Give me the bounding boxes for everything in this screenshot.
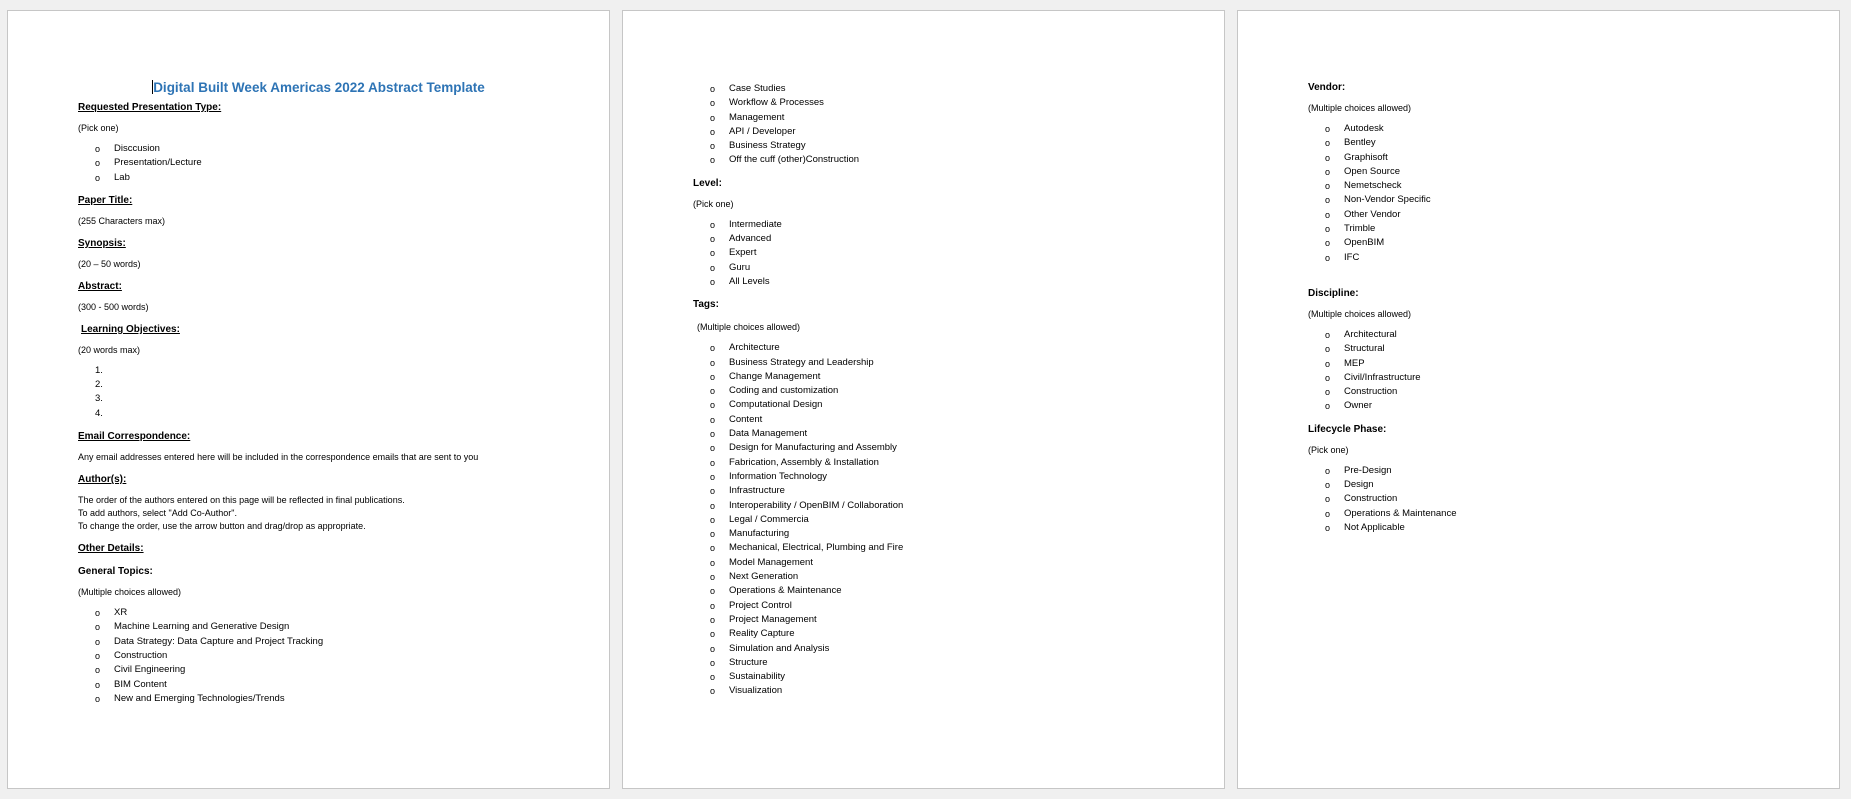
bullet-icon: o <box>710 600 716 611</box>
list-item[interactable]: 2. <box>95 379 103 391</box>
list-item[interactable]: o Operations & Maintenance <box>1308 507 1799 521</box>
list-item[interactable]: o Guru <box>693 261 1184 275</box>
list-item[interactable]: o Information Technology <box>693 470 1184 484</box>
bullet-icon: o <box>1325 152 1331 163</box>
list-item[interactable]: o Workflow & Processes <box>693 96 1184 110</box>
bullet-icon: o <box>710 126 716 137</box>
bullet-icon: o <box>710 84 716 94</box>
lifecycle-list <box>1308 464 1799 535</box>
bullet-icon: o <box>95 172 101 183</box>
list-item[interactable]: o Content <box>693 413 1184 427</box>
bullet-icon: o <box>710 457 716 468</box>
list-item[interactable]: o Graphisoft <box>1308 151 1799 165</box>
list-item[interactable]: o Lab <box>78 171 569 185</box>
list-item[interactable]: o Disccusion <box>78 142 569 156</box>
learning-objectives-heading: Learning Objectives: <box>81 323 180 335</box>
discipline-list <box>1308 328 1799 414</box>
list-item[interactable]: o Bentley <box>1308 136 1799 150</box>
learning-objectives-note: (20 words max) <box>78 344 141 355</box>
general-topics-list <box>78 606 569 706</box>
learning-objectives-list <box>78 364 569 421</box>
bullet-icon: o <box>1325 480 1331 491</box>
list-item[interactable]: o Structure <box>693 656 1184 670</box>
bullet-icon: o <box>710 357 716 368</box>
list-item[interactable]: o Project Management <box>693 613 1184 627</box>
tags-heading: Tags: <box>693 299 719 311</box>
bullet-icon: o <box>710 400 716 411</box>
general-topics-note: (Multiple choices allowed) <box>78 587 182 598</box>
list-item[interactable]: o Not Applicable <box>1308 521 1799 535</box>
bullet-icon: o <box>1325 209 1331 220</box>
list-item[interactable]: o Infrastructure <box>693 484 1184 498</box>
list-item[interactable]: o XR <box>78 606 569 620</box>
list-item[interactable]: o Mechanical, Electrical, Plumbing and Fire <box>693 541 1184 555</box>
bullet-icon: o <box>710 262 716 273</box>
list-item[interactable]: o Architecture <box>693 341 1184 355</box>
list-item[interactable]: o API / Developer <box>693 125 1184 139</box>
bullet-icon: o <box>710 443 716 454</box>
bullet-icon: o <box>710 343 716 354</box>
bullet-icon: o <box>1325 494 1331 505</box>
bullet-icon: o <box>1325 372 1331 383</box>
bullet-icon: o <box>95 665 101 676</box>
discipline-heading: Discipline: <box>1308 287 1359 299</box>
bullet-icon: o <box>95 636 101 647</box>
list-item[interactable]: o Architectural <box>1308 328 1799 342</box>
document-page-1 <box>7 10 610 789</box>
document-title[interactable] <box>78 80 569 95</box>
list-item[interactable]: o Reality Capture <box>693 627 1184 641</box>
bullet-icon: o <box>710 586 716 597</box>
general-topics-heading: General Topics: <box>78 566 153 578</box>
bullet-icon: o <box>710 276 716 287</box>
list-item[interactable]: o Case Studies <box>693 82 1184 96</box>
list-item[interactable]: o Civil Engineering <box>78 663 569 677</box>
bullet-icon: o <box>95 693 101 704</box>
list-item[interactable]: o Advanced <box>693 232 1184 246</box>
authors-instructions <box>78 494 569 533</box>
abstract-heading: Abstract: <box>78 280 122 292</box>
bullet-icon: o <box>1325 138 1331 149</box>
other-details-heading: Other Details: <box>78 543 144 555</box>
list-item[interactable]: o Other Vendor <box>1308 208 1799 222</box>
list-item[interactable]: o Change Management <box>693 370 1184 384</box>
page-3-content <box>1308 81 1799 535</box>
list-item[interactable]: o Computational Design <box>693 398 1184 412</box>
abstract-note: (300 - 500 words) <box>78 301 149 312</box>
bullet-icon: o <box>710 219 716 230</box>
bullet-icon: o <box>710 672 716 683</box>
bullet-icon: o <box>710 471 716 482</box>
bullet-icon: o <box>710 141 716 152</box>
list-item[interactable]: o Data Strategy: Data Capture and Project Tracking <box>78 635 569 649</box>
bullet-icon: o <box>1325 124 1331 134</box>
bullet-icon: o <box>710 248 716 259</box>
bullet-icon: o <box>1325 166 1331 177</box>
bullet-icon: o <box>710 386 716 397</box>
vendor-note: (Multiple choices allowed) <box>1308 103 1412 113</box>
list-item[interactable]: o Management <box>693 111 1184 125</box>
document-page-2 <box>622 10 1225 789</box>
list-item[interactable]: o Simulation and Analysis <box>693 642 1184 656</box>
list-item[interactable]: o Data Management <box>693 427 1184 441</box>
list-item[interactable]: o OpenBIM <box>1308 236 1799 250</box>
list-item[interactable]: o Construction <box>1308 385 1799 399</box>
tags-note: (Multiple choices allowed) <box>697 322 801 333</box>
list-item[interactable]: o Sustainability <box>693 670 1184 684</box>
bullet-icon: o <box>1325 522 1331 533</box>
bullet-icon: o <box>95 158 101 169</box>
list-item[interactable]: o All Levels <box>693 275 1184 289</box>
bullet-icon: o <box>710 686 716 697</box>
list-item[interactable]: o Civil/Infrastructure <box>1308 371 1799 385</box>
discipline-note: (Multiple choices allowed) <box>1308 308 1412 319</box>
bullet-icon: o <box>1325 465 1331 476</box>
bullet-icon: o <box>710 557 716 568</box>
bullet-icon: o <box>710 155 716 166</box>
list-item[interactable]: o MEP <box>1308 357 1799 371</box>
document-page-3 <box>1237 10 1840 789</box>
presentation-type-note: (Pick one) <box>78 123 119 133</box>
level-note: (Pick one) <box>693 198 734 209</box>
authors-heading: Author(s): <box>78 474 127 486</box>
tags-list <box>693 341 1184 698</box>
list-item[interactable]: o Manufacturing <box>693 527 1184 541</box>
list-item[interactable]: o Off the cuff (other)Construction <box>693 153 1184 167</box>
list-item[interactable]: o Coding and customization <box>693 384 1184 398</box>
bullet-icon: o <box>1325 358 1331 369</box>
bullet-icon: o <box>1325 238 1331 249</box>
list-item[interactable]: o Expert <box>693 246 1184 260</box>
vendor-heading: Vendor: <box>1308 82 1346 93</box>
bullet-icon: o <box>1325 195 1331 206</box>
page-2-content <box>693 82 1184 699</box>
list-item[interactable]: o Trimble <box>1308 222 1799 236</box>
bullet-icon: o <box>710 429 716 440</box>
bullet-icon: o <box>1325 329 1331 340</box>
list-item[interactable]: o Operations & Maintenance <box>693 584 1184 598</box>
bullet-icon: o <box>1325 344 1331 355</box>
email-heading: Email Correspondence: <box>78 431 191 443</box>
list-item[interactable]: o Nemetscheck <box>1308 179 1799 193</box>
topics-continued-list <box>693 82 1184 168</box>
bullet-icon: o <box>710 643 716 654</box>
bullet-icon: o <box>710 629 716 640</box>
bullet-icon: o <box>1325 387 1331 398</box>
bullet-icon: o <box>710 234 716 245</box>
authors-line: To change the order, use the arrow button and drag/drop as appropriate. <box>78 521 366 532</box>
list-item[interactable]: o Construction <box>78 649 569 663</box>
list-item[interactable]: o Open Source <box>1308 165 1799 179</box>
bullet-icon: o <box>710 112 716 123</box>
list-item[interactable]: o Non-Vendor Specific <box>1308 193 1799 207</box>
list-item[interactable]: o IFC <box>1308 251 1799 265</box>
level-list <box>693 218 1184 289</box>
paper-title-note: (255 Characters max) <box>78 215 166 226</box>
list-item[interactable]: o Design for Manufacturing and Assembly <box>693 441 1184 455</box>
bullet-icon: o <box>95 608 101 619</box>
bullet-icon: o <box>95 144 101 154</box>
bullet-icon: o <box>1325 181 1331 192</box>
bullet-icon: o <box>95 679 101 690</box>
bullet-icon: o <box>710 529 716 540</box>
bullet-icon: o <box>710 500 716 511</box>
lifecycle-note: (Pick one) <box>1308 444 1349 455</box>
list-item[interactable]: o Fabrication, Assembly & Installation <box>693 456 1184 470</box>
list-item[interactable]: o Project Control <box>693 599 1184 613</box>
bullet-icon: o <box>710 572 716 583</box>
list-item[interactable]: o Owner <box>1308 399 1799 413</box>
list-item[interactable]: o Business Strategy <box>693 139 1184 153</box>
email-note: Any email addresses entered here will be included in the correspondence emails that are sent to you <box>78 452 479 463</box>
bullet-icon: o <box>710 514 716 525</box>
list-item[interactable]: o BIM Content <box>78 678 569 692</box>
list-item[interactable]: 4. <box>95 407 103 419</box>
list-item[interactable]: o Legal / Commercia <box>693 513 1184 527</box>
vendor-list <box>1308 122 1799 265</box>
synopsis-note: (20 – 50 words) <box>78 258 141 269</box>
bullet-icon: o <box>710 657 716 668</box>
list-item[interactable]: o New and Emerging Technologies/Trends <box>78 692 569 706</box>
list-item[interactable]: o Visualization <box>693 684 1184 698</box>
list-item[interactable]: o Autodesk <box>1308 122 1799 136</box>
lifecycle-heading: Lifecycle Phase: <box>1308 423 1387 435</box>
bullet-icon: o <box>710 543 716 554</box>
bullet-icon: o <box>710 98 716 109</box>
bullet-icon: o <box>1325 508 1331 519</box>
list-item[interactable]: o Intermediate <box>693 218 1184 232</box>
bullet-icon: o <box>1325 401 1331 412</box>
bullet-icon: o <box>95 622 101 633</box>
bullet-icon: o <box>710 614 716 625</box>
list-item[interactable]: o Pre-Design <box>1308 464 1799 478</box>
list-item[interactable]: 3. <box>95 393 103 405</box>
level-heading: Level: <box>693 177 722 189</box>
list-item[interactable]: o Construction <box>1308 492 1799 506</box>
bullet-icon: o <box>710 486 716 497</box>
list-item[interactable]: o Machine Learning and Generative Design <box>78 620 569 634</box>
bullet-icon: o <box>710 371 716 382</box>
presentation-type-heading: Requested Presentation Type: <box>78 102 222 113</box>
list-item[interactable]: o Business Strategy and Leadership <box>693 356 1184 370</box>
list-item[interactable]: o Interoperability / OpenBIM / Collaboration <box>693 499 1184 513</box>
list-item[interactable]: 1. <box>95 364 103 376</box>
bullet-icon: o <box>1325 224 1331 235</box>
paper-title-heading: Paper Title: <box>78 194 133 206</box>
list-item[interactable]: o Presentation/Lecture <box>78 156 569 170</box>
list-item[interactable]: o Model Management <box>693 556 1184 570</box>
bullet-icon: o <box>710 414 716 425</box>
bullet-icon: o <box>95 650 101 661</box>
synopsis-heading: Synopsis: <box>78 237 126 249</box>
list-item[interactable]: o Next Generation <box>693 570 1184 584</box>
page-1-content <box>78 80 569 706</box>
list-item[interactable]: o Structural <box>1308 342 1799 356</box>
authors-line: To add authors, select "Add Co-Author". <box>78 508 237 519</box>
authors-line: The order of the authors entered on this page will be reflected in final publications. <box>78 495 405 506</box>
bullet-icon: o <box>1325 252 1331 263</box>
document-title-text: Digital Built Week Americas 2022 Abstract Template <box>153 80 485 95</box>
presentation-type-list <box>78 142 569 185</box>
list-item[interactable]: o Design <box>1308 478 1799 492</box>
